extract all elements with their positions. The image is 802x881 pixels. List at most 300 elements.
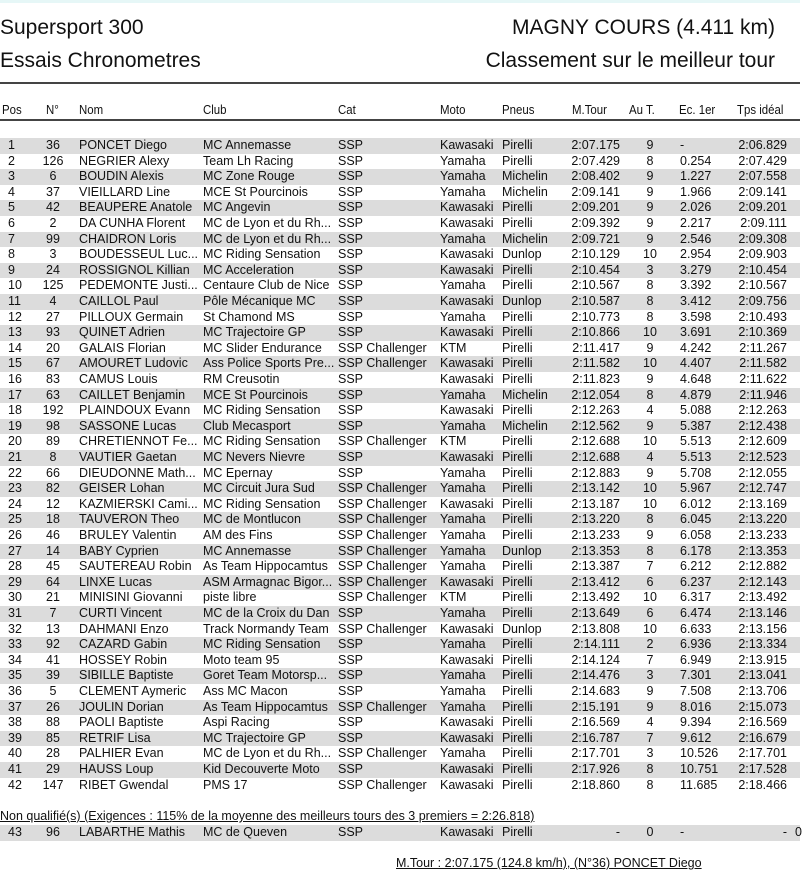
cell-best-lap: 2:13.142 xyxy=(571,481,620,496)
cell-lap: 10 xyxy=(643,247,657,262)
cell-moto: KTM xyxy=(440,590,467,605)
cell-club: Moto team 95 xyxy=(203,652,280,667)
table-row xyxy=(0,715,800,731)
cell-lap: 2 xyxy=(646,637,654,652)
cell-name: VAUTIER Gaetan xyxy=(79,450,177,464)
cell-lap: 4 xyxy=(646,403,654,418)
cell-ideal-time: - xyxy=(782,825,787,839)
cell-best-lap: 2:11.823 xyxy=(572,372,620,386)
cell-pos: 21 xyxy=(8,450,22,464)
cell-category: SSP Challenger xyxy=(338,434,427,449)
cell-ideal-time: 2:10.493 xyxy=(738,309,787,324)
cell-moto: Yamaha xyxy=(440,231,486,246)
cell-name: PONCET Diego xyxy=(79,138,167,152)
cell-club: MC de Lyon et du Rh... xyxy=(203,231,332,246)
cell-category: SSP xyxy=(338,668,364,683)
table-row xyxy=(0,653,800,669)
cell-lap: 4 xyxy=(646,715,654,730)
cell-gap-first: 6.474 xyxy=(680,606,712,620)
cell-category: SSP Challenger xyxy=(338,559,427,574)
cell-lap: 7 xyxy=(646,730,654,745)
cell-name: CAZARD Gabin xyxy=(79,637,168,652)
cell-gap-first: 6.045 xyxy=(680,512,712,527)
cell-number: 92 xyxy=(46,637,60,652)
cell-category: SSP xyxy=(338,387,364,402)
cell-number: 45 xyxy=(46,559,60,574)
cell-name: CLEMENT Aymeric xyxy=(79,684,187,698)
cell-best-lap: 2:11.417 xyxy=(572,340,620,355)
cell-moto: Kawasaki xyxy=(440,825,494,839)
cell-gap-first: 4.879 xyxy=(680,387,712,402)
cell-tyres: Pirelli xyxy=(502,559,533,574)
table-row xyxy=(0,388,800,404)
cell-tyres: Pirelli xyxy=(502,325,533,340)
cell-lap: 9 xyxy=(646,340,654,355)
cell-number: 66 xyxy=(46,465,60,480)
col-num: N° xyxy=(46,102,59,117)
cell-tyres: Pirelli xyxy=(502,450,533,464)
cell-lap: 4 xyxy=(646,450,654,464)
cell-category: SSP xyxy=(338,825,364,839)
cell-best-lap: 2:13.808 xyxy=(571,621,620,636)
cell-gap-first: 1.227 xyxy=(680,169,712,184)
cell-gap-first: 3.412 xyxy=(680,294,712,308)
cell-moto: Kawasaki xyxy=(440,496,494,511)
cell-number: 41 xyxy=(46,652,60,667)
cell-gap-first: 1.966 xyxy=(680,184,712,199)
cell-number: 6 xyxy=(49,169,57,184)
cell-name: TAUVERON Theo xyxy=(79,512,180,527)
cell-moto: Kawasaki xyxy=(440,200,494,215)
cell-moto: Yamaha xyxy=(440,559,486,574)
cell-category: SSP xyxy=(338,652,364,667)
cell-lap: 8 xyxy=(646,278,654,293)
cell-name: MINISINI Giovanni xyxy=(79,590,183,605)
cell-best-lap: 2:12.883 xyxy=(571,465,620,480)
cell-number: 99 xyxy=(46,231,60,246)
cell-tyres: Pirelli xyxy=(502,825,533,839)
cell-moto: Kawasaki xyxy=(440,621,494,636)
cell-best-lap: 2:14.111 xyxy=(573,637,620,652)
cell-ideal-time: 2:11.582 xyxy=(739,356,787,371)
cell-lap: 9 xyxy=(646,699,654,714)
cell-club: As Team Hippocamtus xyxy=(203,699,328,714)
cell-moto: KTM xyxy=(440,340,467,355)
cell-ideal-time: 2:13.334 xyxy=(738,637,787,652)
cell-gap-first: 9.394 xyxy=(680,715,712,730)
cell-gap-first: 6.058 xyxy=(680,528,712,542)
title-divider xyxy=(0,82,800,84)
cell-ideal-time: 2:15.073 xyxy=(738,699,787,714)
cell-best-lap: 2:10.129 xyxy=(571,247,620,262)
cell-lap: 8 xyxy=(646,762,654,776)
cell-tyres: Pirelli xyxy=(502,606,533,620)
cell-ideal-time: 2:18.466 xyxy=(738,777,787,792)
cell-tyres: Pirelli xyxy=(502,434,533,449)
cell-moto: Yamaha xyxy=(440,684,486,698)
cell-best-lap: 2:12.054 xyxy=(571,387,620,402)
cell-gap-first: 11.685 xyxy=(680,777,718,792)
col-aut: Au T. xyxy=(629,102,655,117)
cell-lap: 8 xyxy=(646,153,654,168)
cell-pos: 23 xyxy=(8,481,22,496)
cell-lap: 10 xyxy=(643,590,657,605)
cell-lap: 8 xyxy=(646,512,654,527)
cell-moto: Kawasaki xyxy=(440,574,494,589)
cell-tyres: Pirelli xyxy=(502,465,533,480)
cell-moto: Yamaha xyxy=(440,387,486,402)
cell-gap-first: 6.012 xyxy=(680,496,712,511)
cell-tyres: Pirelli xyxy=(502,746,533,761)
cell-club: MC Riding Sensation xyxy=(203,637,321,652)
cell-moto: Yamaha xyxy=(440,746,486,761)
cell-best-lap: 2:13.187 xyxy=(571,496,620,511)
cell-pos: 38 xyxy=(8,715,22,730)
cell-ideal-time: 2:09.111 xyxy=(740,216,787,230)
cell-ideal-time: 2:07.558 xyxy=(738,169,787,184)
cell-club: Track Normandy Team xyxy=(203,621,329,636)
cell-name: CAILLET Benjamin xyxy=(79,387,186,402)
cell-ideal-time: 2:16.569 xyxy=(738,715,787,730)
table-row xyxy=(0,668,800,684)
cell-pos: 7 xyxy=(8,231,15,246)
cell-pos: 25 xyxy=(8,512,22,527)
cell-name: SASSONE Lucas xyxy=(79,418,177,433)
cell-tyres: Pirelli xyxy=(502,138,533,152)
table-row xyxy=(0,825,800,841)
cell-gap-first: 6.237 xyxy=(680,574,712,589)
cell-lap: 10 xyxy=(643,356,657,371)
cell-name: HAUSS Loup xyxy=(79,762,154,776)
cell-number: 14 xyxy=(46,543,60,558)
cell-club: MC Slider Endurance xyxy=(203,340,322,355)
cell-gap-first: 2.217 xyxy=(680,216,712,230)
cell-pos: 37 xyxy=(8,699,22,714)
cell-gap-first: 6.178 xyxy=(680,543,712,558)
cell-number: 36 xyxy=(46,138,60,152)
cell-number: 29 xyxy=(46,762,60,776)
col-ec1er: Ec. 1er xyxy=(679,102,716,117)
cell-category: SSP xyxy=(338,465,364,480)
cell-category: SSP Challenger xyxy=(338,496,427,511)
table-row xyxy=(0,481,800,497)
cell-club: MC de Montlucon xyxy=(203,512,301,527)
cell-pos: 12 xyxy=(8,309,22,324)
cell-category: SSP xyxy=(338,169,364,184)
cell-gap-first: 5.088 xyxy=(680,403,712,418)
session-title: Essais Chronometres xyxy=(0,49,201,72)
cell-name: LINXE Lucas xyxy=(79,574,152,589)
cell-number: 26 xyxy=(46,699,60,714)
cell-pos: 39 xyxy=(8,730,22,745)
col-pneus: Pneus xyxy=(502,102,535,117)
cell-category: SSP xyxy=(338,637,364,652)
cell-name: CHAIDRON Loris xyxy=(79,231,177,246)
cell-tyres: Michelin xyxy=(502,418,548,433)
cell-category: SSP xyxy=(338,294,364,308)
cell-club: AM des Fins xyxy=(203,528,273,542)
table-row xyxy=(0,419,800,435)
cell-best-lap: 2:10.587 xyxy=(571,294,620,308)
cell-ideal-time: 2:13.492 xyxy=(738,590,787,605)
cell-name: PALHIER Evan xyxy=(79,746,164,761)
table-row xyxy=(0,278,800,294)
cell-pos: 19 xyxy=(8,418,22,433)
table-row xyxy=(0,684,800,700)
cell-number: 147 xyxy=(42,777,64,792)
cell-name: GALAIS Florian xyxy=(79,340,166,355)
cell-ideal-time: 2:13.233 xyxy=(738,528,787,542)
cell-category: SSP xyxy=(338,138,364,152)
cell-name: DAHMANI Enzo xyxy=(79,621,169,636)
cell-number: 20 xyxy=(46,340,60,355)
cell-ideal-time: 2:06.829 xyxy=(738,138,787,152)
cell-pos: 31 xyxy=(8,606,22,620)
cell-number: 12 xyxy=(46,496,60,511)
cell-ideal-time: 2:11.622 xyxy=(739,372,787,386)
cell-best-lap: 2:13.492 xyxy=(571,590,620,605)
cell-number: 98 xyxy=(46,418,60,433)
cell-moto: Kawasaki xyxy=(440,356,494,371)
non-qualified-note: Non qualifié(s) (Exigences : 115% de la moyenne des meilleurs tours des 3 premiers = 2:26.818) xyxy=(0,809,535,823)
cell-gap-first: 0.254 xyxy=(680,153,712,168)
cell-moto: Kawasaki xyxy=(440,762,494,776)
cell-lap: 9 xyxy=(646,684,654,698)
table-row xyxy=(0,200,800,216)
cell-category: SSP xyxy=(338,200,364,215)
cell-gap-first: 2.026 xyxy=(680,200,712,215)
cell-ideal-time: 2:12.143 xyxy=(738,574,787,589)
cell-best-lap: 2:10.454 xyxy=(571,262,620,277)
cell-moto: Kawasaki xyxy=(440,730,494,745)
cell-tyres: Pirelli xyxy=(502,512,533,527)
cell-club: St Chamond MS xyxy=(203,309,295,324)
cell-pos: 32 xyxy=(8,621,22,636)
cell-pos: 2 xyxy=(8,153,15,168)
cell-category: SSP Challenger xyxy=(338,590,427,605)
table-row xyxy=(0,169,800,185)
cell-tyres: Pirelli xyxy=(502,153,533,168)
cell-best-lap: 2:17.926 xyxy=(571,762,620,776)
cell-best-lap: 2:11.582 xyxy=(572,356,620,371)
cell-club: Club Mecasport xyxy=(203,418,291,433)
table-row xyxy=(0,325,800,341)
cell-pos: 29 xyxy=(8,574,22,589)
cell-tyres: Michelin xyxy=(502,184,548,199)
cell-number: 67 xyxy=(46,356,60,371)
cell-gap-first: 3.392 xyxy=(680,278,712,293)
table-row xyxy=(0,544,800,560)
table-row xyxy=(0,403,800,419)
table-row xyxy=(0,528,800,544)
cell-name: NEGRIER Alexy xyxy=(79,153,170,168)
cell-category: SSP xyxy=(338,730,364,745)
table-row xyxy=(0,294,800,310)
cell-number: 2 xyxy=(49,216,57,230)
cell-pos: 34 xyxy=(8,652,22,667)
cell-best-lap: 2:09.141 xyxy=(571,184,620,199)
cell-category: SSP Challenger xyxy=(338,356,427,371)
cell-number: 192 xyxy=(42,403,64,418)
cell-tyres: Pirelli xyxy=(502,668,533,683)
table-row xyxy=(0,310,800,326)
cell-moto: Yamaha xyxy=(440,481,486,496)
cell-name: CAILLOL Paul xyxy=(79,294,159,308)
cell-name: BABY Cyprien xyxy=(79,543,159,558)
trailing-char: 0 xyxy=(795,825,802,839)
cell-best-lap: 2:12.688 xyxy=(571,434,620,449)
cell-ideal-time: 2:13.706 xyxy=(738,684,787,698)
cell-pos: 11 xyxy=(8,294,21,308)
cell-category: SSP xyxy=(338,309,364,324)
cell-pos: 3 xyxy=(8,169,15,184)
cell-category: SSP Challenger xyxy=(338,543,427,558)
cell-club: MC Annemasse xyxy=(203,543,292,558)
cell-club: Team Lh Racing xyxy=(203,153,294,168)
cell-best-lap: 2:14.124 xyxy=(571,652,620,667)
cell-lap: 10 xyxy=(643,496,657,511)
cell-moto: Yamaha xyxy=(440,606,486,620)
cell-tyres: Dunlop xyxy=(502,543,542,558)
cell-ideal-time: 2:12.523 xyxy=(738,450,787,464)
table-row xyxy=(0,746,800,762)
cell-lap: 8 xyxy=(646,543,654,558)
cell-number: 125 xyxy=(42,278,64,293)
cell-tyres: Pirelli xyxy=(502,528,533,542)
cell-club: MC Zone Rouge xyxy=(203,169,295,184)
cell-best-lap: 2:07.175 xyxy=(571,138,620,152)
cell-lap: 6 xyxy=(646,606,654,620)
cell-number: 82 xyxy=(46,481,60,496)
cell-category: SSP xyxy=(338,247,364,262)
cell-number: 24 xyxy=(46,262,60,277)
cell-best-lap: 2:08.402 xyxy=(571,169,620,184)
cell-moto: Kawasaki xyxy=(440,652,494,667)
cell-category: SSP Challenger xyxy=(338,574,427,589)
cell-gap-first: 3.279 xyxy=(680,262,712,277)
cell-club: Pôle Mécanique MC xyxy=(203,294,316,308)
table-row xyxy=(0,247,800,263)
table-row xyxy=(0,185,800,201)
cell-pos: 8 xyxy=(8,247,15,262)
cell-club: ASM Armagnac Bigor... xyxy=(203,574,333,589)
cell-moto: Yamaha xyxy=(440,543,486,558)
cell-lap: 3 xyxy=(646,668,654,683)
cell-gap-first: 8.016 xyxy=(680,699,712,714)
category-title: Supersport 300 xyxy=(0,16,144,39)
cell-tyres: Michelin xyxy=(502,387,548,402)
cell-category: SSP xyxy=(338,231,364,246)
cell-category: SSP xyxy=(338,606,364,620)
cell-moto: Kawasaki xyxy=(440,262,494,277)
cell-tyres: Pirelli xyxy=(502,200,533,215)
cell-club: MC de Lyon et du Rh... xyxy=(203,746,332,761)
cell-lap: 9 xyxy=(646,418,654,433)
cell-tyres: Pirelli xyxy=(502,637,533,652)
cell-ideal-time: 2:13.041 xyxy=(738,668,787,683)
cell-gap-first: 5.513 xyxy=(680,434,712,449)
cell-best-lap: 2:13.353 xyxy=(571,543,620,558)
cell-category: SSP xyxy=(338,450,364,464)
cell-best-lap: 2:13.220 xyxy=(571,512,620,527)
cell-tyres: Pirelli xyxy=(502,356,533,371)
cell-ideal-time: 2:13.220 xyxy=(738,512,787,527)
table-row xyxy=(0,512,800,528)
cell-club: MC Annemasse xyxy=(203,138,292,152)
cell-category: SSP xyxy=(338,184,364,199)
cell-club: Ass MC Macon xyxy=(203,684,288,698)
col-club: Club xyxy=(203,102,227,117)
cell-tyres: Dunlop xyxy=(502,247,542,262)
cell-name: SAUTEREAU Robin xyxy=(79,559,192,574)
cell-lap: 10 xyxy=(643,481,657,496)
cell-tyres: Pirelli xyxy=(502,715,533,730)
cell-lap: 3 xyxy=(646,746,654,761)
cell-name: BEAUPERE Anatole xyxy=(79,200,193,215)
cell-name: RIBET Gwendal xyxy=(79,777,169,792)
cell-pos: 28 xyxy=(8,559,22,574)
cell-moto: Kawasaki xyxy=(440,450,494,464)
cell-tyres: Pirelli xyxy=(502,574,533,589)
cell-gap-first: 4.648 xyxy=(680,372,712,386)
cell-tyres: Pirelli xyxy=(502,309,533,324)
cell-gap-first: 4.242 xyxy=(680,340,712,355)
cell-tyres: Pirelli xyxy=(502,372,533,386)
table-row xyxy=(0,606,800,622)
cell-number: 13 xyxy=(46,621,60,636)
cell-name: DA CUNHA Florent xyxy=(79,216,186,230)
cell-tyres: Pirelli xyxy=(502,777,533,792)
cell-pos: 18 xyxy=(8,403,22,418)
cell-category: SSP Challenger xyxy=(338,512,427,527)
cell-pos: 13 xyxy=(8,325,22,340)
cell-number: 21 xyxy=(46,590,60,605)
cell-moto: KTM xyxy=(440,434,467,449)
cell-club: RM Creusotin xyxy=(203,372,280,386)
cell-tyres: Pirelli xyxy=(502,699,533,714)
cell-gap-first: - xyxy=(680,138,685,152)
cell-tyres: Michelin xyxy=(502,231,548,246)
cell-club: MC de la Croix du Dan xyxy=(203,606,330,620)
cell-name: CURTI Vincent xyxy=(79,606,162,620)
cell-moto: Yamaha xyxy=(440,668,486,683)
col-tps-ideal: Tps idéal xyxy=(737,102,784,117)
cell-lap: 10 xyxy=(643,434,657,449)
cell-gap-first: 6.317 xyxy=(680,590,712,605)
cell-pos: 30 xyxy=(8,590,22,605)
table-row xyxy=(0,154,800,170)
cell-best-lap: 2:17.701 xyxy=(571,746,620,761)
cell-number: 4 xyxy=(49,294,57,308)
table-row xyxy=(0,372,800,388)
cell-number: 42 xyxy=(46,200,60,215)
cell-club: MC Acceleration xyxy=(203,262,295,277)
cell-pos: 14 xyxy=(8,340,22,355)
cell-category: SSP xyxy=(338,403,364,418)
cell-name: QUINET Adrien xyxy=(79,325,165,340)
cell-number: 64 xyxy=(46,574,60,589)
cell-best-lap: 2:09.201 xyxy=(571,200,620,215)
cell-name: PAOLI Baptiste xyxy=(79,715,164,730)
cell-tyres: Pirelli xyxy=(502,590,533,605)
circuit-title: MAGNY COURS (4.411 km) xyxy=(512,16,775,39)
cell-best-lap: 2:09.721 xyxy=(571,231,620,246)
cell-tyres: Pirelli xyxy=(502,684,533,698)
cell-name: CAMUS Louis xyxy=(79,372,158,386)
cell-name: LABARTHE Mathis xyxy=(79,825,186,839)
cell-number: 3 xyxy=(49,247,57,262)
cell-ideal-time: 2:13.156 xyxy=(738,621,787,636)
